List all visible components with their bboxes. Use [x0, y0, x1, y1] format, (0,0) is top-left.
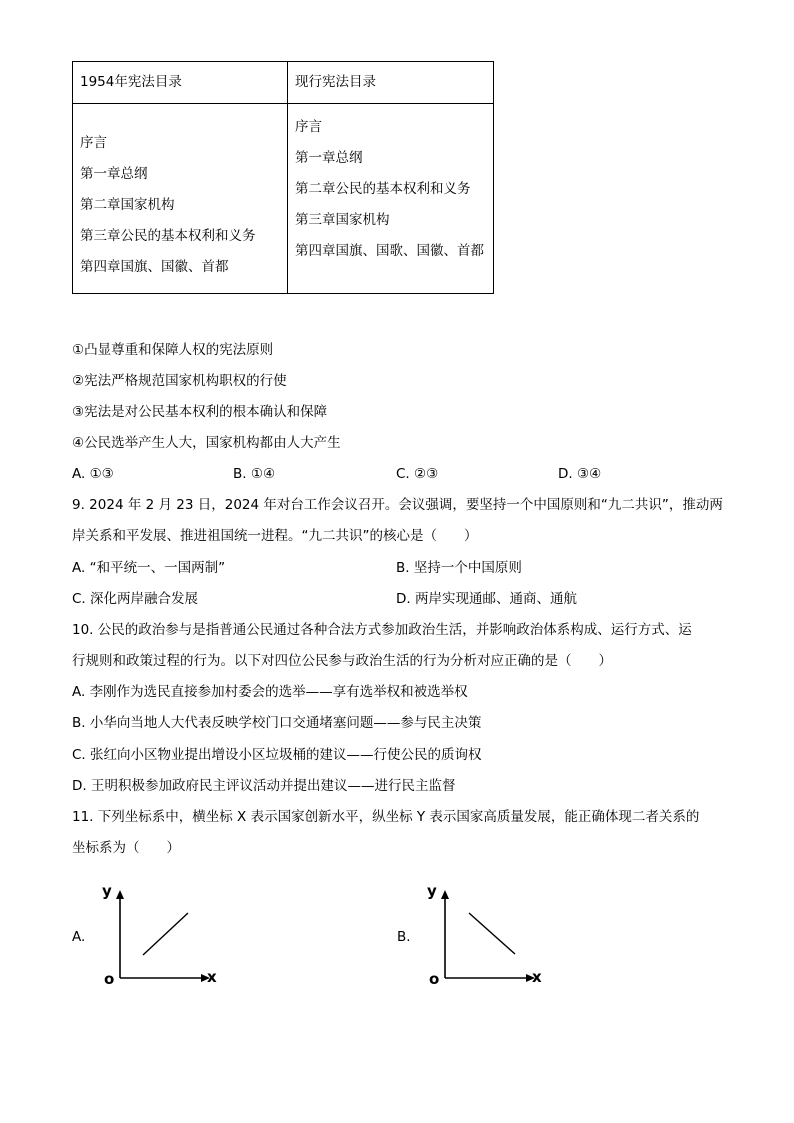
trend-line-decreasing	[469, 913, 515, 954]
q11-option-a-label[interactable]: A.	[72, 929, 86, 945]
q8-option-a[interactable]: A. ①③	[72, 466, 114, 482]
origin-label: o	[429, 970, 440, 988]
q9-option-d[interactable]: D. 两岸实现通邮、通商、通航	[396, 591, 577, 607]
q8-option-d[interactable]: D. ③④	[558, 466, 602, 482]
table-header-row	[73, 62, 494, 104]
q9-option-b[interactable]: B. 坚持一个中国原则	[396, 560, 522, 576]
q10-stem-cont: 行规则和政策过程的行为。以下对四位公民参与政治生活的行为分析对应正确的是（ ）	[72, 653, 612, 669]
table-cell-1954-contents	[73, 104, 288, 294]
q9-option-a[interactable]: A. “和平统一、一国两制”	[72, 560, 226, 576]
table-item: 第一章总纲	[295, 150, 363, 166]
q11-option-b-label[interactable]: B.	[397, 929, 411, 945]
table-item: 序言	[295, 119, 322, 135]
q11-plot-a[interactable]	[96, 878, 226, 993]
q8-option-b[interactable]: B. ①④	[233, 466, 276, 482]
q8-option-c[interactable]: C. ②③	[396, 466, 439, 482]
y-axis-label: y	[427, 882, 437, 900]
q11-stem: 11. 下列坐标系中，横坐标 X 表示国家创新水平，纵坐标 Y 表示国家高质量发展，能正确体现二者关系的	[72, 809, 700, 825]
table-header-current: 现行宪法目录	[288, 62, 494, 104]
table-item: 第二章公民的基本权利和义务	[295, 181, 471, 197]
table-cell-current-contents	[288, 104, 494, 294]
q10-option-a[interactable]: A. 李刚作为选民直接参加村委会的选举——享有选举权和被选举权	[72, 684, 468, 700]
y-axis-label: y	[102, 882, 112, 900]
y-axis-arrow	[116, 890, 124, 899]
q8-statement-1: ①凸显尊重和保障人权的宪法原则	[72, 342, 274, 358]
table-item: 第一章总纲	[80, 166, 148, 182]
q9-stem: 9. 2024 年 2 月 23 日，2024 年对台工作会议召开。会议强调，要坚持一个中国原则和“九二共识”，推动两	[72, 497, 723, 513]
q10-option-b[interactable]: B. 小华向当地人大代表反映学校门口交通堵塞问题——参与民主决策	[72, 715, 482, 731]
table-header-1954: 1954年宪法目录	[73, 62, 288, 104]
origin-label: o	[104, 970, 115, 988]
table-item: 序言	[80, 135, 107, 151]
q8-statement-3: ③宪法是对公民基本权利的根本确认和保障	[72, 404, 328, 420]
q10-option-d[interactable]: D. 王明积极参加政府民主评议活动并提出建议——进行民主监督	[72, 778, 456, 794]
q8-statement-2: ②宪法严格规范国家机构职权的行使	[72, 373, 287, 389]
y-axis-arrow	[441, 890, 449, 899]
table-item: 第四章国旗、国徽、首都	[80, 259, 229, 275]
q9-stem-cont: 岸关系和平发展、推进祖国统一进程。“九二共识”的核心是（ ）	[72, 528, 478, 544]
x-axis-label: x	[532, 968, 542, 986]
trend-line-increasing	[143, 913, 188, 955]
table-item: 第四章国旗、国歌、国徽、首都	[295, 243, 484, 259]
table-item: 第三章国家机构	[295, 212, 390, 228]
table-item: 第三章公民的基本权利和义务	[80, 228, 256, 244]
q9-option-c[interactable]: C. 深化两岸融合发展	[72, 591, 199, 607]
table-body-row	[73, 104, 494, 294]
q10-option-c[interactable]: C. 张红向小区物业提出增设小区垃圾桶的建议——行使公民的质询权	[72, 747, 482, 763]
q11-plot-b[interactable]	[421, 878, 551, 993]
q8-statement-4: ④公民选举产生人大，国家机构都由人大产生	[72, 435, 341, 451]
q10-stem: 10. 公民的政治参与是指普通公民通过各种合法方式参加政治生活，并影响政治体系构成、运行方式、运	[72, 622, 692, 638]
table-item: 第二章国家机构	[80, 197, 175, 213]
x-axis-label: x	[207, 968, 217, 986]
constitution-comparison-table	[72, 61, 494, 294]
q11-stem-cont: 坐标系为（ ）	[72, 840, 180, 856]
